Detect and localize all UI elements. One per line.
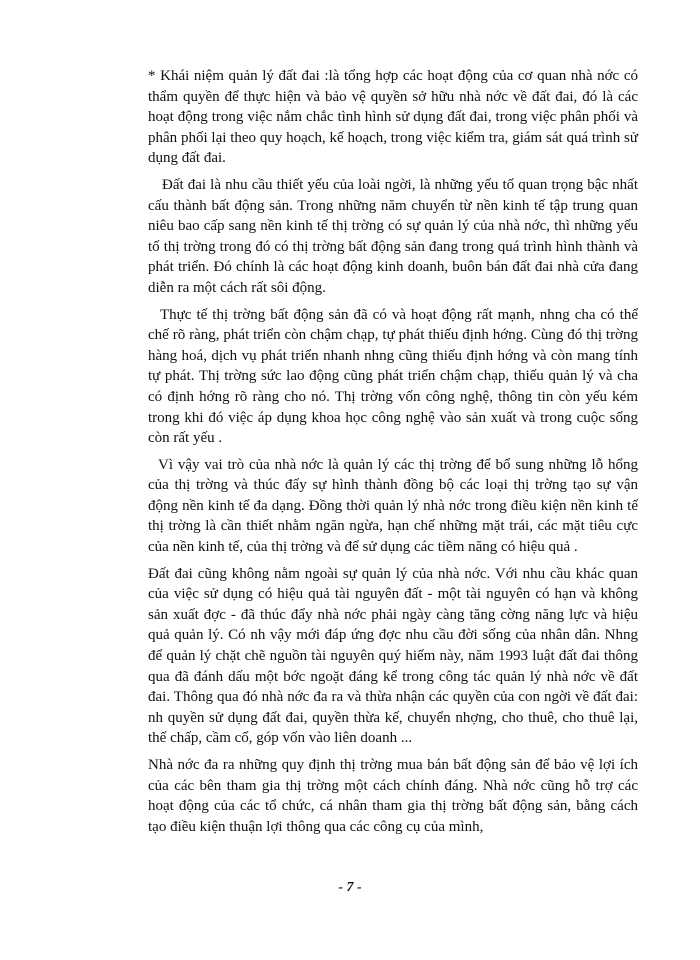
paragraph-concept: * Khái niệm quản lý đất đai :là tổng hợp các hoạt động của cơ quan nhà nớc có thẩm quyền để thực hiện và bảo vệ quyền sở hữu nhà nớc về đất đai, đó là các hoạt động trong việc nắm chắc tình hình sử dụng đất đai, trong việc phân phối và phân phối lại theo quy hoạch, kế hoạch, trong việc kiểm tra, giám sát quá trình sử dụng đất đai. (148, 68, 638, 167)
paragraph-state-regulations: Nhà nớc đa ra những quy định thị trờng mua bán bất động sản để bảo vệ lợi ích của các bên tham gia thị trờng một cách chính đáng. Nhà nớc cũng hỗ trợ các hoạt động của các tổ chức, cá nhân tham gia thị trờng bất động sản, bằng cách tạo điều kiện thuận lợi thông qua các công cụ của mình, (148, 757, 638, 835)
document-body (148, 66, 638, 843)
paragraph-state-role: Vì vậy vai trò của nhà nớc là quản lý các thị trờng để bổ sung những lỗ hổng của thị trờng và thúc đẩy sự hình thành đồng bộ các loại thị trờng tạo sự vận động nền kinh tế đa dạng. Đồng thời quản lý nhà nớc trong điều kiện nền kinh tế thị trờng là cần thiết nhằm ngăn ngừa, hạn chế những mặt trái, các mặt tiêu cực của nền kinh tế, của thị trờng và để sử dụng các tiềm năng có hiệu quả . (148, 456, 638, 556)
paragraph-land-need: Đất đai là nhu cầu thiết yếu của loài ngời, là những yếu tố quan trọng bậc nhất cấu thành bất động sản. Trong những năm chuyển từ nền kinh tế tập trung quan niêu bao cấp sang nền kinh tế thị trờng có sự quản lý của nhà nớc, thì những yếu tố thị trờng trong đó có thị trờng bất động sản đang trong quá trình hình thành và phát triển. Đó chính là các hoạt động kinh doanh, buôn bán đất đai nhà cửa đang diễn ra một cách rất sôi động. (148, 176, 638, 296)
paragraph-market-reality: Thực tế thị trờng bất động sản đã có và hoạt động rất mạnh, nhng cha có thể chế rõ ràng, phát triển còn chậm chạp, tự phát thiếu định hớng. Cùng đó thị trờng hàng hoá, dịch vụ phát triển nhanh nhng cũng thiếu định hớng và còn mang tính tự phát. Thị trờng sức lao động cũng phát triển chậm chạp, thiếu quản lý và cha có định hớng rõ ràng cho nó. Thị trờng vốn công nghệ, thông tin còn yếu kém trong khi đó việc áp dụng khoa học công nghệ vào sản xuất và trong cuộc sống còn rất yếu . (148, 306, 638, 447)
page-number: - 7 - (338, 880, 362, 895)
paragraph-land-management: Đất đai cũng không nằm ngoài sự quản lý của nhà nớc. Với nhu cầu khác quan của việc sử dụng có hiệu quả tài nguyên đất - một tài nguyên có hạn và không sản xuất đợc - đã thúc đẩy nhà nớc phải ngày càng tăng cờng năng lực và hiệu quả quản lý. Có nh vậy mới đáp ứng đợc nhu cầu đời sống của nhân dân. Nhng để quản lý chặt chẽ nguồn tài nguyên quý hiếm này, năm 1993 luật đất đai thông qua đã đánh dấu một bớc ngoặt đáng kể trong công tác quản lý nhà nớc về đất đai. Thông qua đó nhà nớc đa ra và thừa nhận các quyền của con ngời về đất đai: nh quyền sử dụng đất đai, quyền thừa kế, chuyển nhợng, cho thuê, cho thuê lại, thế chấp, cầm cố, góp vốn vào liên doanh ... (148, 565, 638, 747)
